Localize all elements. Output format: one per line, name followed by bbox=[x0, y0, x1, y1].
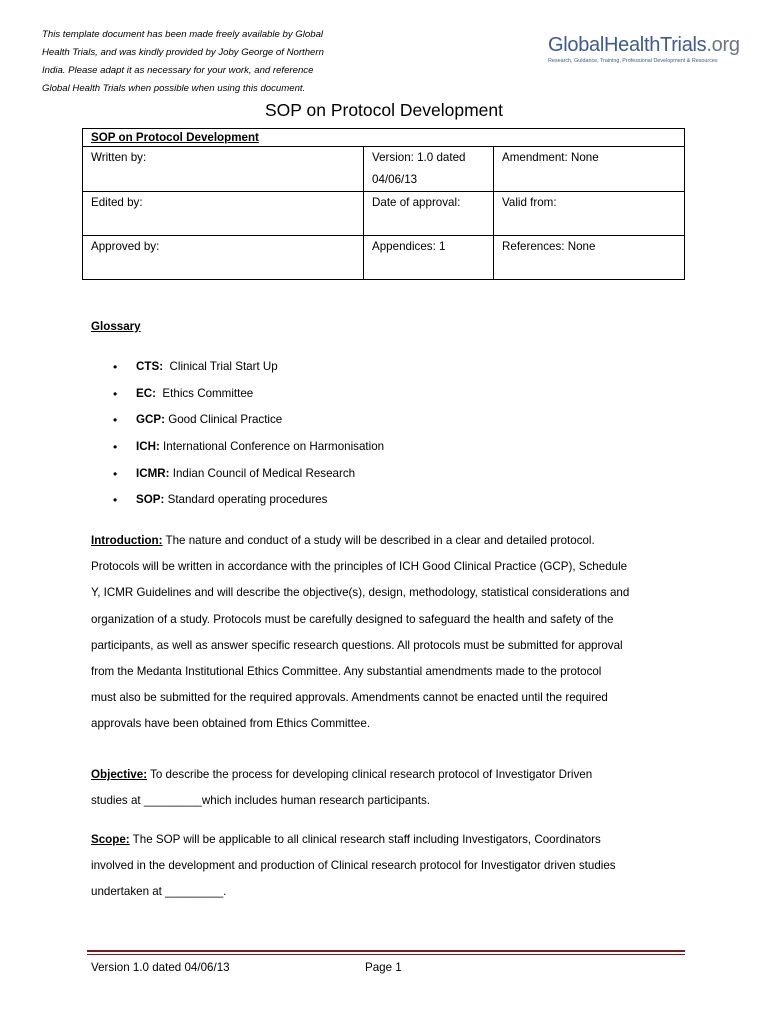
table-row bbox=[83, 236, 685, 280]
paragraph-text: The nature and conduct of a study will be described in a clear and detailed protocol. bbox=[162, 534, 595, 547]
paragraph-line: involved in the development and production of Clinical research protocol for Investigator driven studies bbox=[91, 859, 616, 873]
glossary-definition: Indian Council of Medical Research bbox=[169, 466, 356, 480]
glossary-definition: Clinical Trial Start Up bbox=[163, 360, 278, 373]
table-row bbox=[83, 192, 685, 236]
appendices-label: Appendices: 1 bbox=[372, 240, 446, 253]
glossary-term: CTS: bbox=[136, 360, 164, 373]
document-title: SOP on Protocol Development bbox=[264, 100, 503, 120]
table-cell bbox=[494, 147, 685, 192]
table-cell bbox=[494, 192, 685, 236]
paragraph-line bbox=[91, 528, 691, 554]
logo-wordmark bbox=[548, 34, 748, 56]
paragraph-line: organization of a study. Protocols must be carefully designed to safeguard the health and safety of the bbox=[91, 612, 614, 626]
footer-page-number: Page 1 bbox=[365, 961, 402, 974]
scope-section bbox=[91, 827, 691, 906]
table-cell bbox=[364, 147, 494, 192]
logo-tagline: Research, Guidance, Training, Professional Development & Resources bbox=[548, 58, 718, 64]
table-cell bbox=[364, 192, 494, 236]
introduction-heading: Introduction: bbox=[91, 534, 163, 547]
list-item bbox=[91, 410, 384, 437]
list-item bbox=[91, 357, 384, 384]
valid-from-label: Valid from: bbox=[502, 196, 557, 209]
written-by-label: Written by: bbox=[91, 151, 147, 164]
sop-metadata-table bbox=[82, 128, 685, 280]
list-item bbox=[91, 490, 384, 517]
list-item bbox=[91, 464, 384, 491]
edited-by-label: Edited by: bbox=[91, 196, 143, 209]
list-item bbox=[91, 384, 384, 411]
version-label: Version: 1.0 dated bbox=[372, 151, 466, 164]
paragraph-line bbox=[91, 762, 691, 788]
global-health-trials-logo bbox=[548, 34, 748, 64]
table-cell bbox=[83, 147, 364, 192]
amendment-label: Amendment: None bbox=[502, 151, 599, 164]
logo-name: GlobalHealthTrials bbox=[548, 34, 707, 56]
glossary-term: SOP: bbox=[136, 493, 165, 507]
table-cell bbox=[494, 236, 685, 280]
footer-divider bbox=[87, 954, 685, 955]
notice-line: This template document has been made freely available by Global bbox=[42, 29, 324, 40]
table-row bbox=[83, 147, 685, 192]
glossary-term: GCP: bbox=[136, 413, 165, 427]
introduction-section bbox=[91, 528, 691, 738]
paragraph-text: The SOP will be applicable to all clinical research staff including Investigators, Coordinators bbox=[129, 833, 601, 846]
paragraph-line: participants, as well as answer specific research questions. All protocols must be submitted for approval bbox=[91, 638, 623, 652]
objective-section bbox=[91, 762, 691, 814]
paragraph-line: studies at _________which includes human research participants. bbox=[91, 794, 431, 808]
paragraph-line: Y, ICMR Guidelines and will describe the objective(s), design, methodology, statistical considerations and bbox=[91, 586, 630, 600]
version-date: 04/06/13 bbox=[372, 173, 418, 186]
glossary-term: ICMR: bbox=[136, 466, 170, 480]
table-cell bbox=[364, 236, 494, 280]
logo-domain: .org bbox=[706, 34, 740, 56]
glossary-definition: Standard operating procedures bbox=[164, 493, 328, 507]
glossary-list bbox=[91, 357, 384, 517]
notice-line: India. Please adapt it as necessary for your work, and reference bbox=[42, 65, 314, 76]
approved-by-label: Approved by: bbox=[91, 240, 160, 253]
glossary-term: EC: bbox=[136, 386, 156, 400]
paragraph-line: from the Medanta Institutional Ethics Committee. Any substantial amendments made to the protocol bbox=[91, 665, 602, 679]
references-label: References: None bbox=[502, 240, 596, 253]
scope-heading: Scope: bbox=[91, 833, 130, 846]
approval-date-label: Date of approval: bbox=[372, 196, 461, 209]
footer-version: Version 1.0 dated 04/06/13 bbox=[91, 961, 230, 974]
paragraph-line: must also be submitted for the required approvals. Amendments cannot be enacted until the required bbox=[91, 691, 608, 705]
glossary-definition: Ethics Committee bbox=[155, 386, 254, 400]
glossary-definition: International Conference on Harmonisation bbox=[159, 440, 385, 454]
paragraph-line: Protocols will be written in accordance with the principles of ICH Good Clinical Practice (GCP), Schedule bbox=[91, 560, 628, 574]
table-cell bbox=[83, 192, 364, 236]
table-header-text: SOP on Protocol Development bbox=[91, 131, 259, 144]
glossary-definition: Good Clinical Practice bbox=[164, 413, 283, 427]
table-cell bbox=[83, 236, 364, 280]
paragraph-line bbox=[91, 827, 691, 853]
table-header-row bbox=[83, 129, 685, 147]
paragraph-line: approvals have been obtained from Ethics Committee. bbox=[91, 717, 371, 731]
notice-line: Health Trials, and was kindly provided by Joby George of Northern bbox=[42, 47, 324, 58]
template-notice bbox=[42, 26, 362, 98]
table-header-cell bbox=[83, 129, 685, 147]
glossary-term: ICH: bbox=[136, 440, 160, 454]
paragraph-text: To describe the process for developing clinical research protocol of Investigator Driven bbox=[147, 768, 593, 781]
objective-heading: Objective: bbox=[91, 768, 148, 781]
notice-line: Global Health Trials when possible when using this document. bbox=[42, 83, 306, 94]
glossary-heading: Glossary bbox=[91, 320, 141, 333]
paragraph-line: undertaken at _________. bbox=[91, 885, 227, 899]
list-item bbox=[91, 437, 384, 464]
footer-divider bbox=[87, 950, 685, 952]
